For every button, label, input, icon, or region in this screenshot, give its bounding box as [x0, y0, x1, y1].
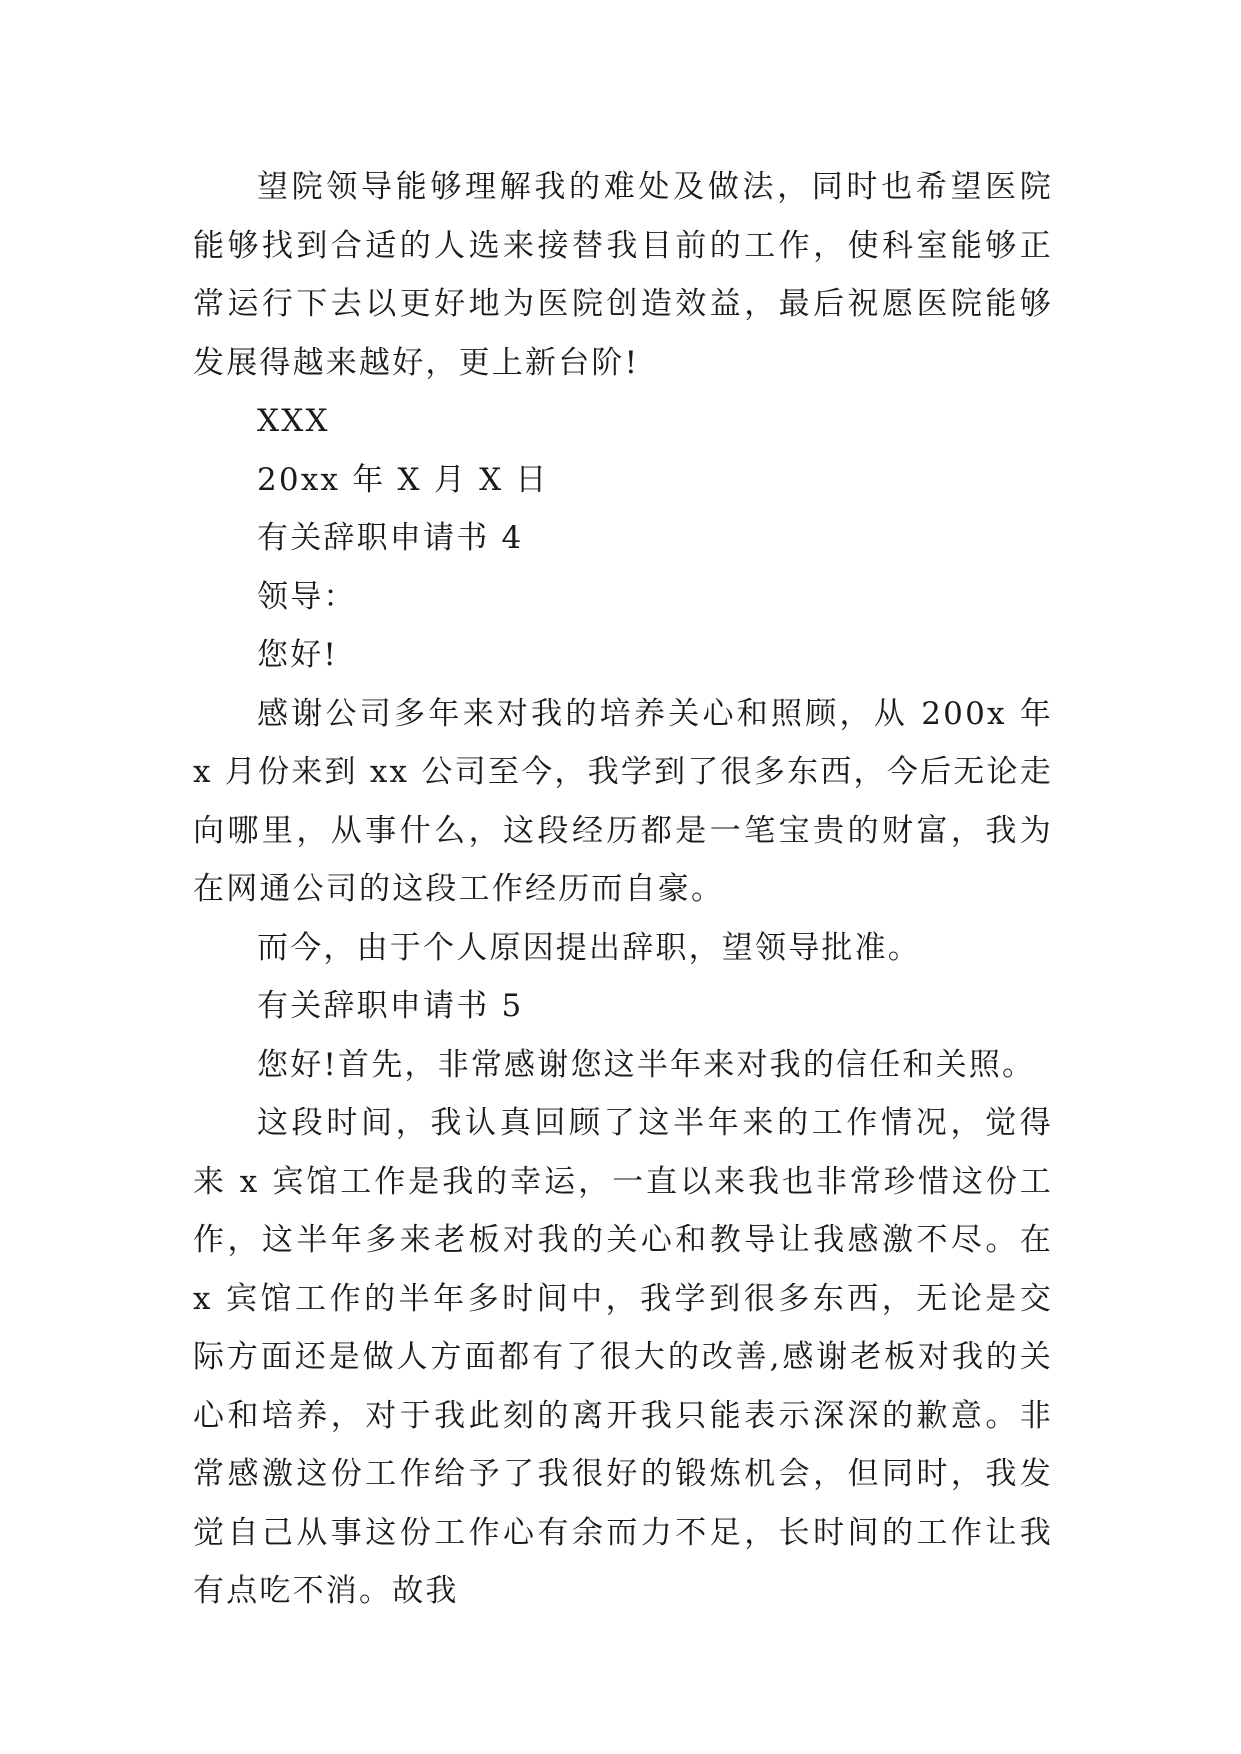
paragraph-thanks: 感谢公司多年来对我的培养关心和照顾，从 200x 年 x 月份来到 xx 公司至今，我学到了很多东西，今后无论走向哪里，从事什么，这段经历都是一笔宝贵的财富，我为在网通公司的这段工作经历而自豪。: [193, 695, 1053, 907]
signature-date: 20xx 年 X 月 X 日: [257, 461, 549, 498]
document-body: [193, 158, 1053, 1621]
paragraph-resignation-request: 而今，由于个人原因提出辞职，望领导批准。: [257, 929, 921, 966]
section-heading-4: 有关辞职申请书 4: [257, 520, 524, 556]
salutation: 领导：: [257, 578, 357, 615]
paragraph-opening: 您好!首先，非常感谢您这半年来对我的信任和关照。: [257, 1046, 1036, 1083]
section-heading-5: 有关辞职申请书 5: [257, 988, 524, 1024]
paragraph-closing-wish: 望院领导能够理解我的难处及做法，同时也希望医院能够找到合适的人选来接替我目前的工作，使科室能够正常运行下去以更好地为医院创造效益，最后祝愿医院能够发展得越来越好，更上新台阶!: [193, 169, 1053, 381]
greeting: 您好!: [257, 637, 339, 673]
paragraph-reflection: 这段时间，我认真回顾了这半年来的工作情况，觉得来 x 宾馆工作是我的幸运，一直以来我也非常珍惜这份工作，这半年多来老板对我的关心和教导让我感激不尽。在 x 宾馆工作的半年多时间中，我学到很多东西，无论是交际方面还是做人方面都有了很大的改善,感谢老板对我的关心和培养，对于我此刻的离开我只能表示深深的歉意。非常感激这份工作给予了我很好的锻炼机会，但同时，我发觉自己从事这份工作心有余而力不足，长时间的工作让我有点吃不消。故我: [193, 1105, 1053, 1609]
signature-name: XXX: [257, 403, 330, 439]
